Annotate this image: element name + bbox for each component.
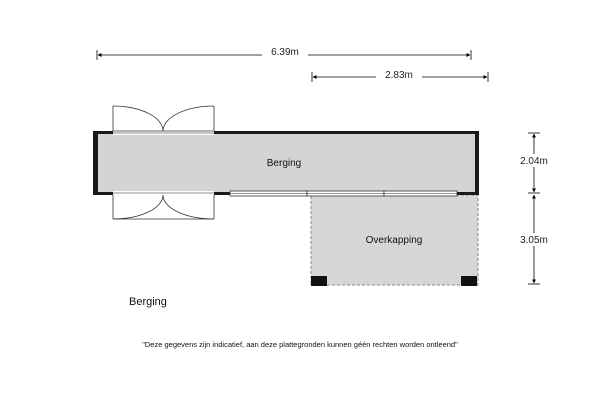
top-double-door bbox=[113, 106, 214, 131]
floor-title: Berging bbox=[129, 296, 167, 308]
room-label-overkapping: Overkapping bbox=[365, 235, 423, 246]
post-left bbox=[311, 276, 327, 286]
dimension-label-overkapping-depth: 3.05m bbox=[520, 235, 548, 246]
dimension-label-total-width: 6.39m bbox=[271, 47, 299, 58]
post-right bbox=[461, 276, 477, 286]
dimension-total-width bbox=[97, 46, 471, 60]
bottom-windows bbox=[230, 191, 457, 196]
dimension-overkapping-width bbox=[312, 68, 488, 82]
dimension-overkapping-depth bbox=[512, 195, 556, 284]
dimension-berging-depth bbox=[512, 133, 556, 193]
bottom-double-door bbox=[113, 195, 214, 219]
dimension-label-berging-depth: 2.04m bbox=[520, 156, 548, 167]
dimension-label-overkapping-width: 2.83m bbox=[385, 70, 413, 81]
disclaimer-text: "Deze gegevens zijn indicatief, aan deze plattegronden kunnen géén rechten worden ontleend" bbox=[142, 340, 458, 349]
bottom-door-opening bbox=[113, 191, 214, 196]
room-label-berging: Berging bbox=[266, 158, 302, 169]
